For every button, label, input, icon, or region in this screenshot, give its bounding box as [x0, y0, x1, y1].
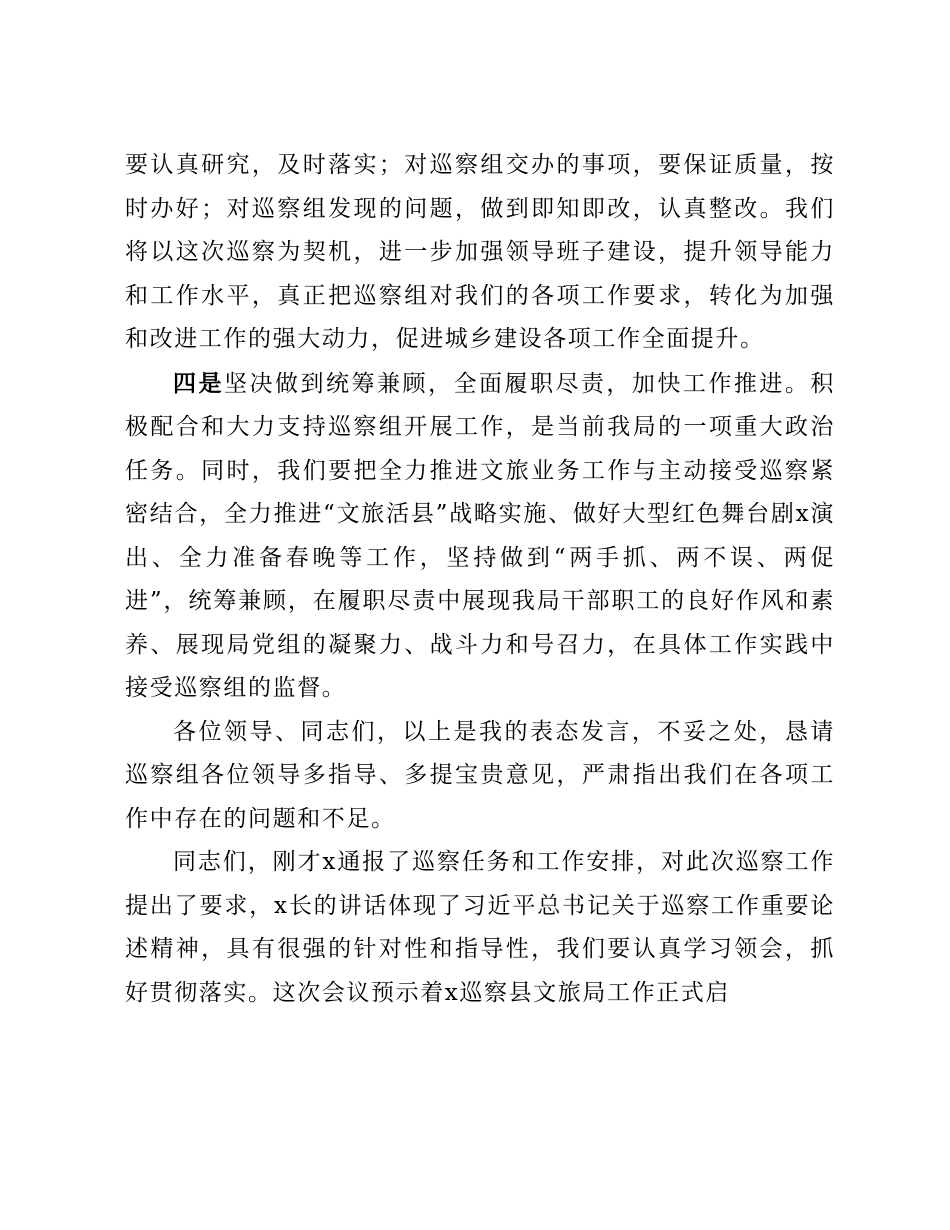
paragraph-2-text: 坚决做到统筹兼顾，全面履职尽责，加快工作推进。积极配合和大力支持巡察组开展工作，是当前我局的一项重大政治任务。同时，我们要把全力推进文旅业务工作与主动接受巡察紧密结合，全力推进“文旅活县”战略实施、做好大型红色舞台剧x演出、全力准备春晚等工作，坚持做到“两手抓、两不误、两促进”，统筹兼顾，在履职尽责中展现我局干部职工的良好作风和素养、展现局党组的凝聚力、战斗力和号召力，在具体工作实践中接受巡察组的监督。: [125, 370, 835, 701]
paragraph-1-text: 要认真研究，及时落实；对巡察组交办的事项，要保证质量，按时办好；对巡察组发现的问题，做到即知即改，认真整改。我们将以这次巡察为契机，进一步加强领导班子建设，提升领导能力和工作水平，真正把巡察组对我们的各项工作要求，转化为加强和改进工作的强大动力，促进城乡建设各项工作全面提升。: [125, 152, 835, 352]
paragraph-2: [125, 362, 835, 711]
paragraph-3-text: 各位领导、同志们，以上是我的表态发言，不妥之处，恳请巡察组各位领导多指导、多提宝贵意见，严肃指出我们在各项工作中存在的问题和不足。: [125, 718, 835, 832]
paragraph-4-text: 同志们，刚才x通报了巡察任务和工作安排，对此次巡察工作提出了要求，x长的讲话体现了习近平总书记关于巡察工作重要论述精神，具有很强的针对性和指导性，我们要认真学习领会，抓好贯彻落实。这次会议预示着x巡察县文旅局工作正式启: [125, 849, 835, 1006]
document-body: [125, 144, 835, 1015]
paragraph-2-lead: 四是: [173, 369, 224, 397]
paragraph-3: [125, 711, 835, 842]
paragraph-4: [125, 841, 835, 1015]
paragraph-1: [125, 144, 835, 362]
